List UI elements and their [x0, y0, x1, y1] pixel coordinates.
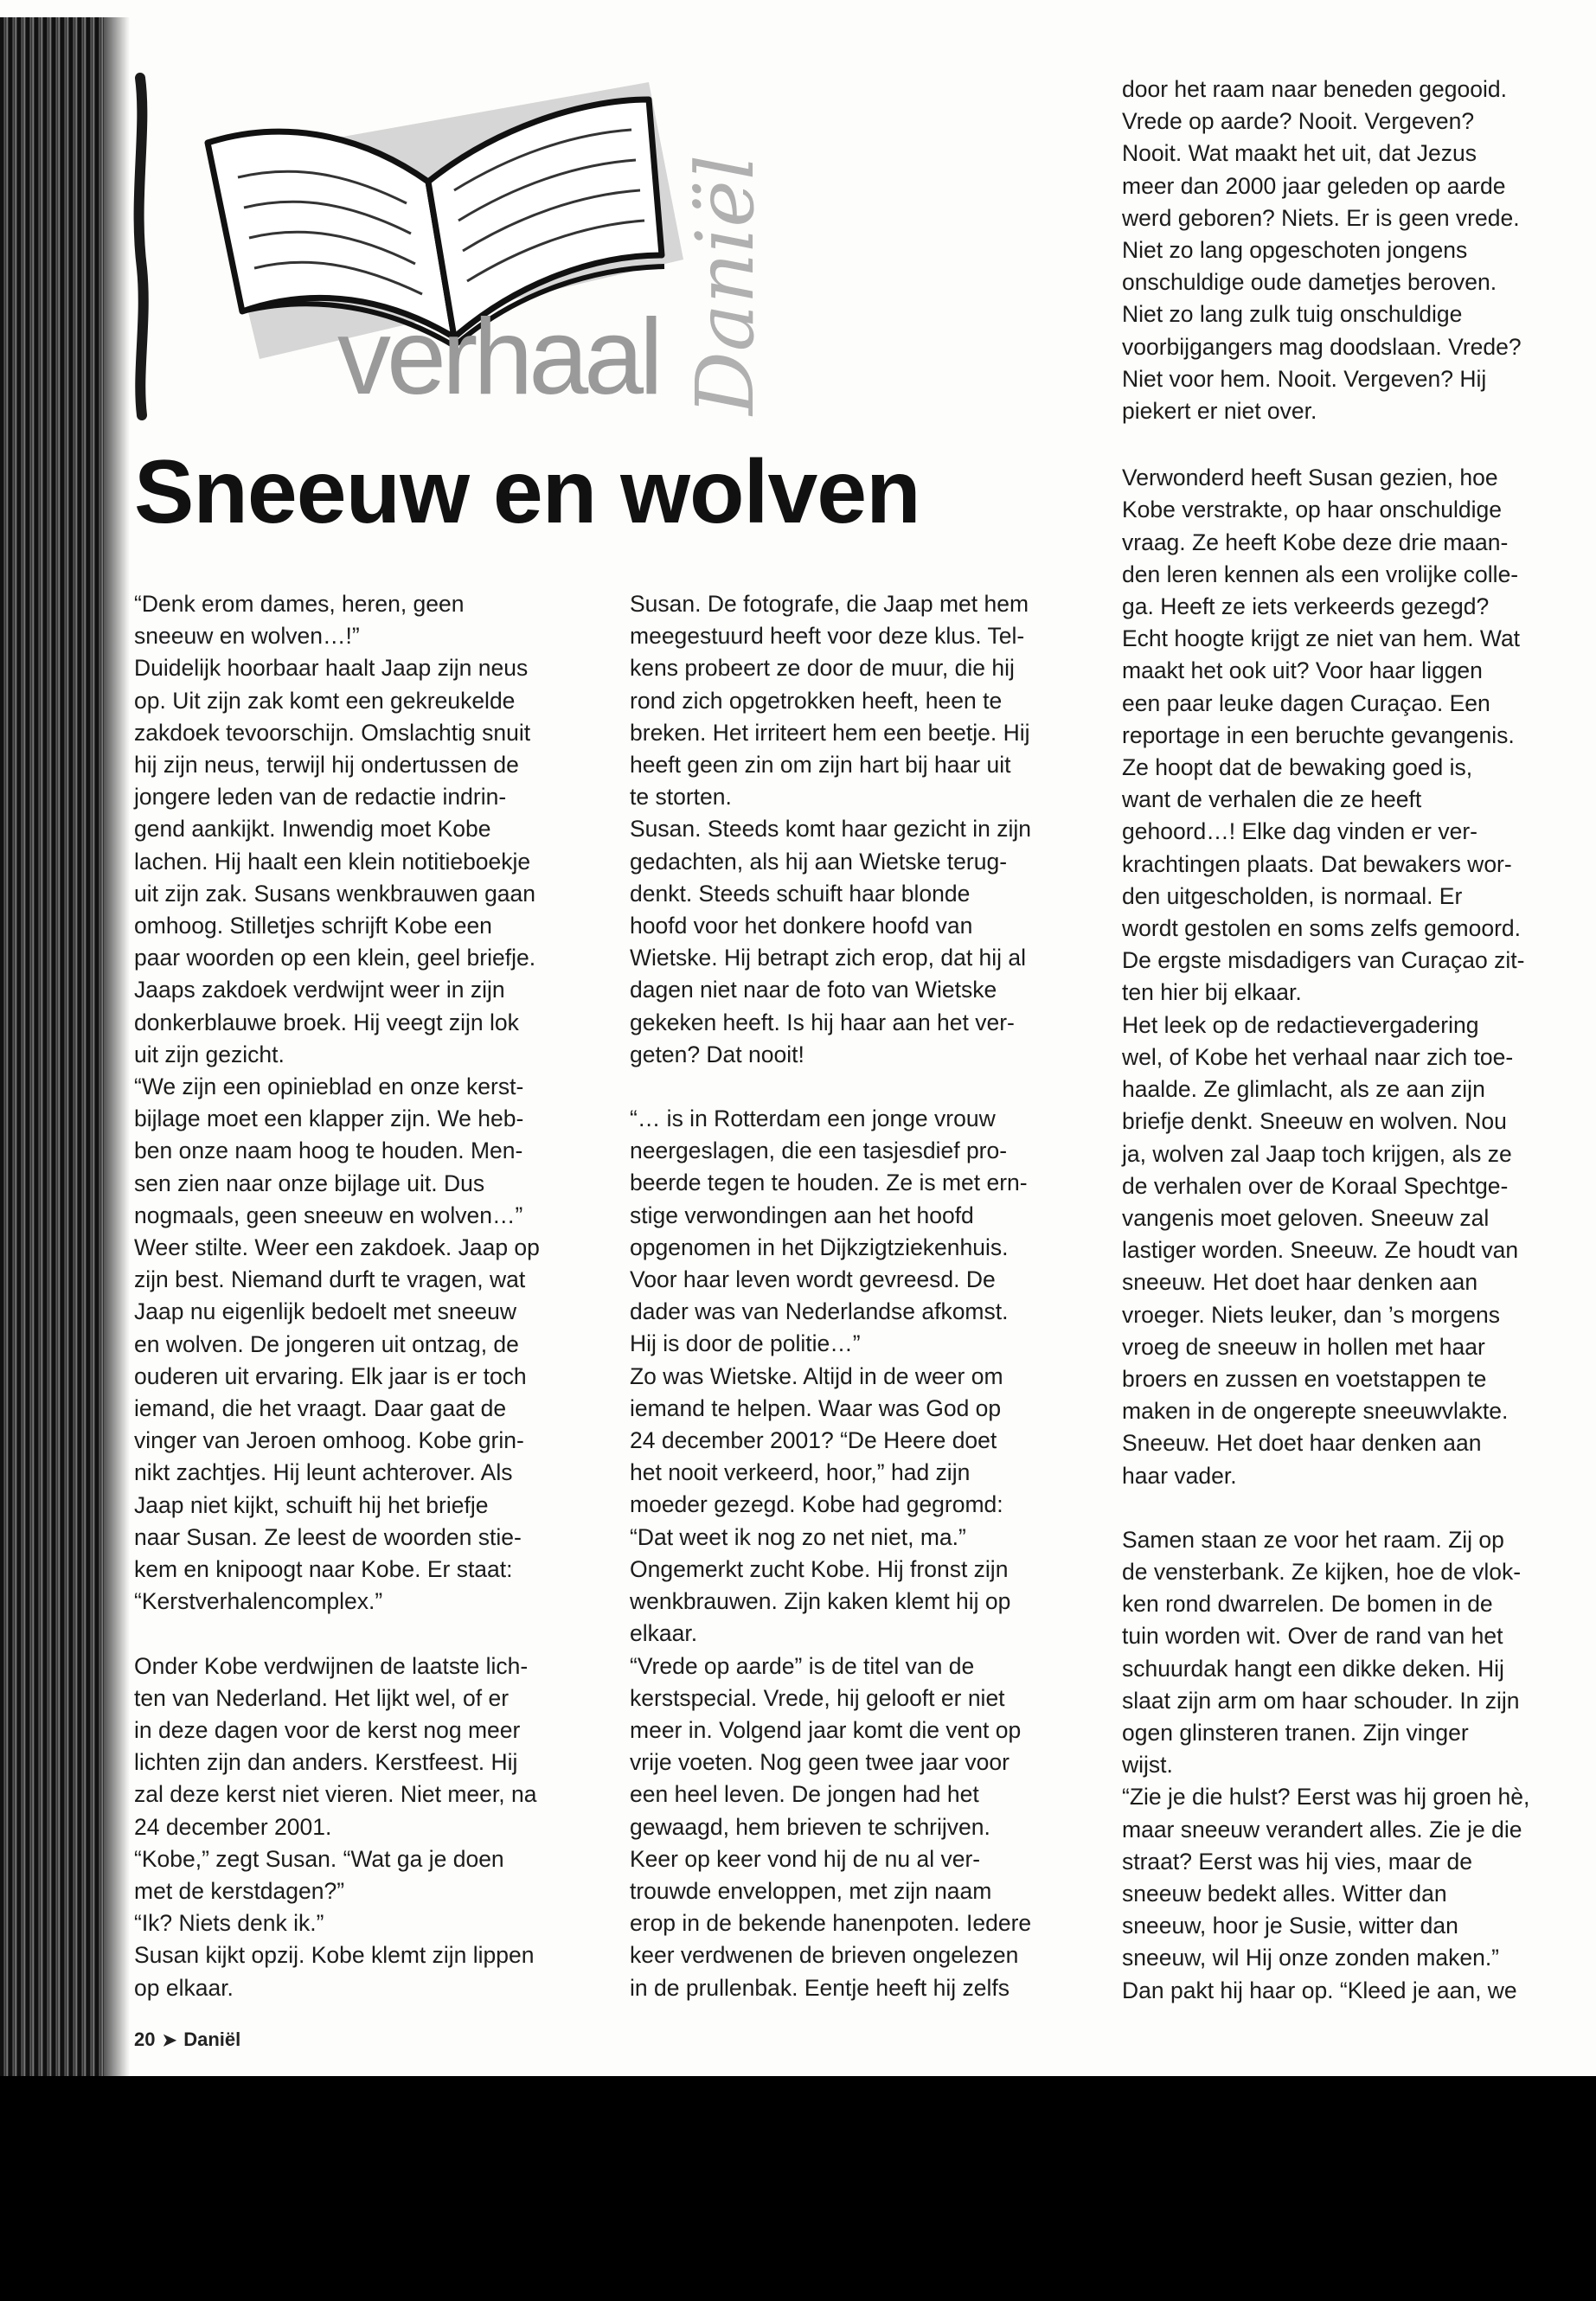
- page-number: 20: [134, 2029, 156, 2050]
- paragraph: door het raam naar beneden gegooid. Vrede op aarde? Nooit. Vergeven? Nooit. Wat maakt het uit, dat Jezus meer dan 2000 jaar geleden op aarde werd geboren? Niets. Er is geen vrede. Niet zo lang opgeschoten jongens onschuldige oude dametjes beroven. Niet zo lang zulk tuig onschuldige voorbijgangers mag doodslaan. Vrede? Niet voor hem. Nooit. Vergeven? Hij piekert er niet over.: [1122, 76, 1522, 425]
- section-label: verhaal: [337, 298, 659, 417]
- page-spine: [0, 17, 104, 2102]
- paragraph: Susan. De fotografe, die Jaap met hem meegestuurd heeft voor deze klus. Tel- kens probeert ze door de muur, die hij rond zich opgetrokken heeft, heen te breken. Het irriteert hem een beetje. Hij heeft geen zin om zijn hart bij haar uit te storten. Susan. Steeds komt haar gezicht in zijn gedachten, als hij aan Wietske terug- denkt. Steeds schuift haar blonde hoofd voor het donkere hoofd van Wietske. Hij betrapt zich erop, dat hij al dagen niet naar de foto van Wietske gekeken heeft. Is hij haar aan het ver- geten? Dat nooit!: [630, 591, 1031, 1067]
- open-book-icon: [130, 61, 839, 424]
- article-column-2: [630, 588, 1080, 2004]
- paragraph: “… is in Rotterdam een jonge vrouw neergeslagen, die een tasjesdief pro- beerde tegen te houden. Ze is met ern- stige verwondingen aan het hoofd opgenomen in het Dijkzigtziekenhuis. Voor haar leven wordt gevreesd. De dader was van Nederlandse afkomst. Hij is door de politie…” Zo was Wietske. Altijd in de weer om iemand te helpen. Waar was God op 24 december 2001? “De Heere doet het nooit verkeerd, hoor,” had zijn moeder gezegd. Kobe had gegromd: “Dat weet ik nog zo net niet, ma.” Ongemerkt zucht Kobe. Hij fronst zijn wenkbrauwen. Zijn kaken klemt hij op elkaar. “Vrede op aarde” is de titel van de kerstspecial. Vrede, hij gelooft er niet meer in. Volgend jaar komt die vent op vrije voeten. Nog geen twee jaar voor een heel leven. De jongen had het gewaagd, hem brieven te schrijven. Keer op keer vond hij de nu al ver- trouwde enveloppen, met zijn naam erop in de bekende hanenpoten. Iedere keer verdwenen de brieven ongelezen in de prullenbak. Eentje heeft hij zelfs: [630, 1106, 1032, 2001]
- section-logo: [130, 61, 839, 424]
- paragraph: Verwonderd heeft Susan gezien, hoe Kobe verstrakte, op haar onschuldige vraag. Ze heeft Kobe deze drie maan- den leren kennen als een vrolijke colle- ga. Heeft ze iets verkeerds gezegd? Echt hoogte krijgt ze niet van hem. Wat maakt het ook uit? Voor haar liggen een paar leuke dagen Curaçao. Een reportage in een beruchte gevangenis. Ze hoopt dat de bewaking goed is, want de verhalen die ze heeft gehoord…! Elke dag vinden er ver- krachtingen plaats. Dat bewakers wor- den uitgescholden, is normaal. Er wordt gestolen en soms zelfs gemoord. De ergste misdadigers van Curaçao zit- ten hier bij elkaar. Het leek op de redactievergadering wel, of Kobe het verhaal naar zich toe- haalde. Ze glimlacht, als ze aan zijn briefje denkt. Sneeuw en wolven. Nou ja, wolven zal Jaap toch krijgen, als ze de verhalen over de Koraal Spechtge- vangenis moet geloven. Sneeuw zal lastiger worden. Sneeuw. Ze houdt van sneeuw. Het doet haar denken aan vroeger. Niets leuker, dan ’s morgens vroeg de sneeuw in hollen met haar broers en zussen en voetstappen te maken in de ongerepte sneeuwvlakte. Sneeuw. Het doet haar denken aan haar vader.: [1122, 465, 1525, 1489]
- paragraph: “Denk erom dames, heren, geen sneeuw en wolven…!” Duidelijk hoorbaar haalt Jaap zijn neus op. Uit zijn zak komt een gekreukelde zakdoek tevoorschijn. Omslachtig snuit hij zijn neus, terwijl hij ondertussen de jongere leden van de redactie indrin- gend aankijkt. Inwendig moet Kobe lachen. Hij haalt een klein notitieboekje uit zijn zak. Susans wenkbrauwen gaan omhoog. Stilletjes schrijft Kobe een paar woorden op een klein, geel briefje. Jaaps zakdoek verdwijnt weer in zijn donkerblauwe broek. Hij veegt zijn lok uit zijn gezicht. “We zijn een opinieblad en onze kerst- bijlage moet een klapper zijn. We heb- ben onze naam hoog te houden. Men- sen zien naar onze bijlage uit. Dus nogmaals, geen sneeuw en wolven…” Weer stilte. Weer een zakdoek. Jaap op zijn best. Niemand durft te vragen, wat Jaap nu eigenlijk bedoelt met sneeuw en wolven. De jongeren uit ontzag, de ouderen uit ervaring. Elk jaar is er toch iemand, die het vraagt. Daar gaat de vinger van Jeroen omhoog. Kobe grin- nikt zachtjes. Hij leunt achterover. Als Jaap niet kijkt, schuift hij het briefje naar Susan. Ze leest de woorden stie- kem en knipoogt naar Kobe. Er staat: “Kerstverhalencomplex.”: [134, 591, 540, 1615]
- magazine-name: Daniël: [183, 2029, 241, 2050]
- article-title: Sneeuw en wolven: [134, 442, 920, 542]
- spine-shadow: [104, 17, 130, 2102]
- scan-border: [0, 2076, 1596, 2301]
- article-column-1: [134, 588, 584, 2004]
- brand-script: Daniël: [679, 154, 772, 415]
- arrow-icon: ➤: [162, 2031, 177, 2050]
- paragraph: Onder Kobe verdwijnen de laatste lich- ten van Nederland. Het lijkt wel, of er in deze dagen voor de kerst nog meer lichten zijn dan anders. Kerstfeest. Hij zal deze kerst niet vieren. Niet meer, na 24 december 2001. “Kobe,” zegt Susan. “Wat ga je doen met de kerstdagen?” “Ik? Niets denk ik.” Susan kijkt opzij. Kobe klemt zijn lippen op elkaar.: [134, 1652, 537, 2001]
- page-footer: [134, 2029, 240, 2051]
- paragraph: Samen staan ze voor het raam. Zij op de vensterbank. Ze kijken, hoe de vlok- ken rond dwarrelen. De bomen in de tuin worden wit. Over de rand van het schuurdak hangt een dikke deken. Hij slaat zijn arm om haar schouder. In zijn ogen glinsteren tranen. Zijn vinger wijst. “Zie je die hulst? Eerst was hij groen hè, maar sneeuw verandert alles. Zie je die straat? Eerst was hij vies, maar de sneeuw bedekt alles. Witter dan sneeuw, hoor je Susie, witter dan sneeuw, wil Hij onze zonden maken.” Dan pakt hij haar op. “Kleed je aan, we: [1122, 1526, 1530, 2003]
- article-column-3: [1122, 74, 1580, 2007]
